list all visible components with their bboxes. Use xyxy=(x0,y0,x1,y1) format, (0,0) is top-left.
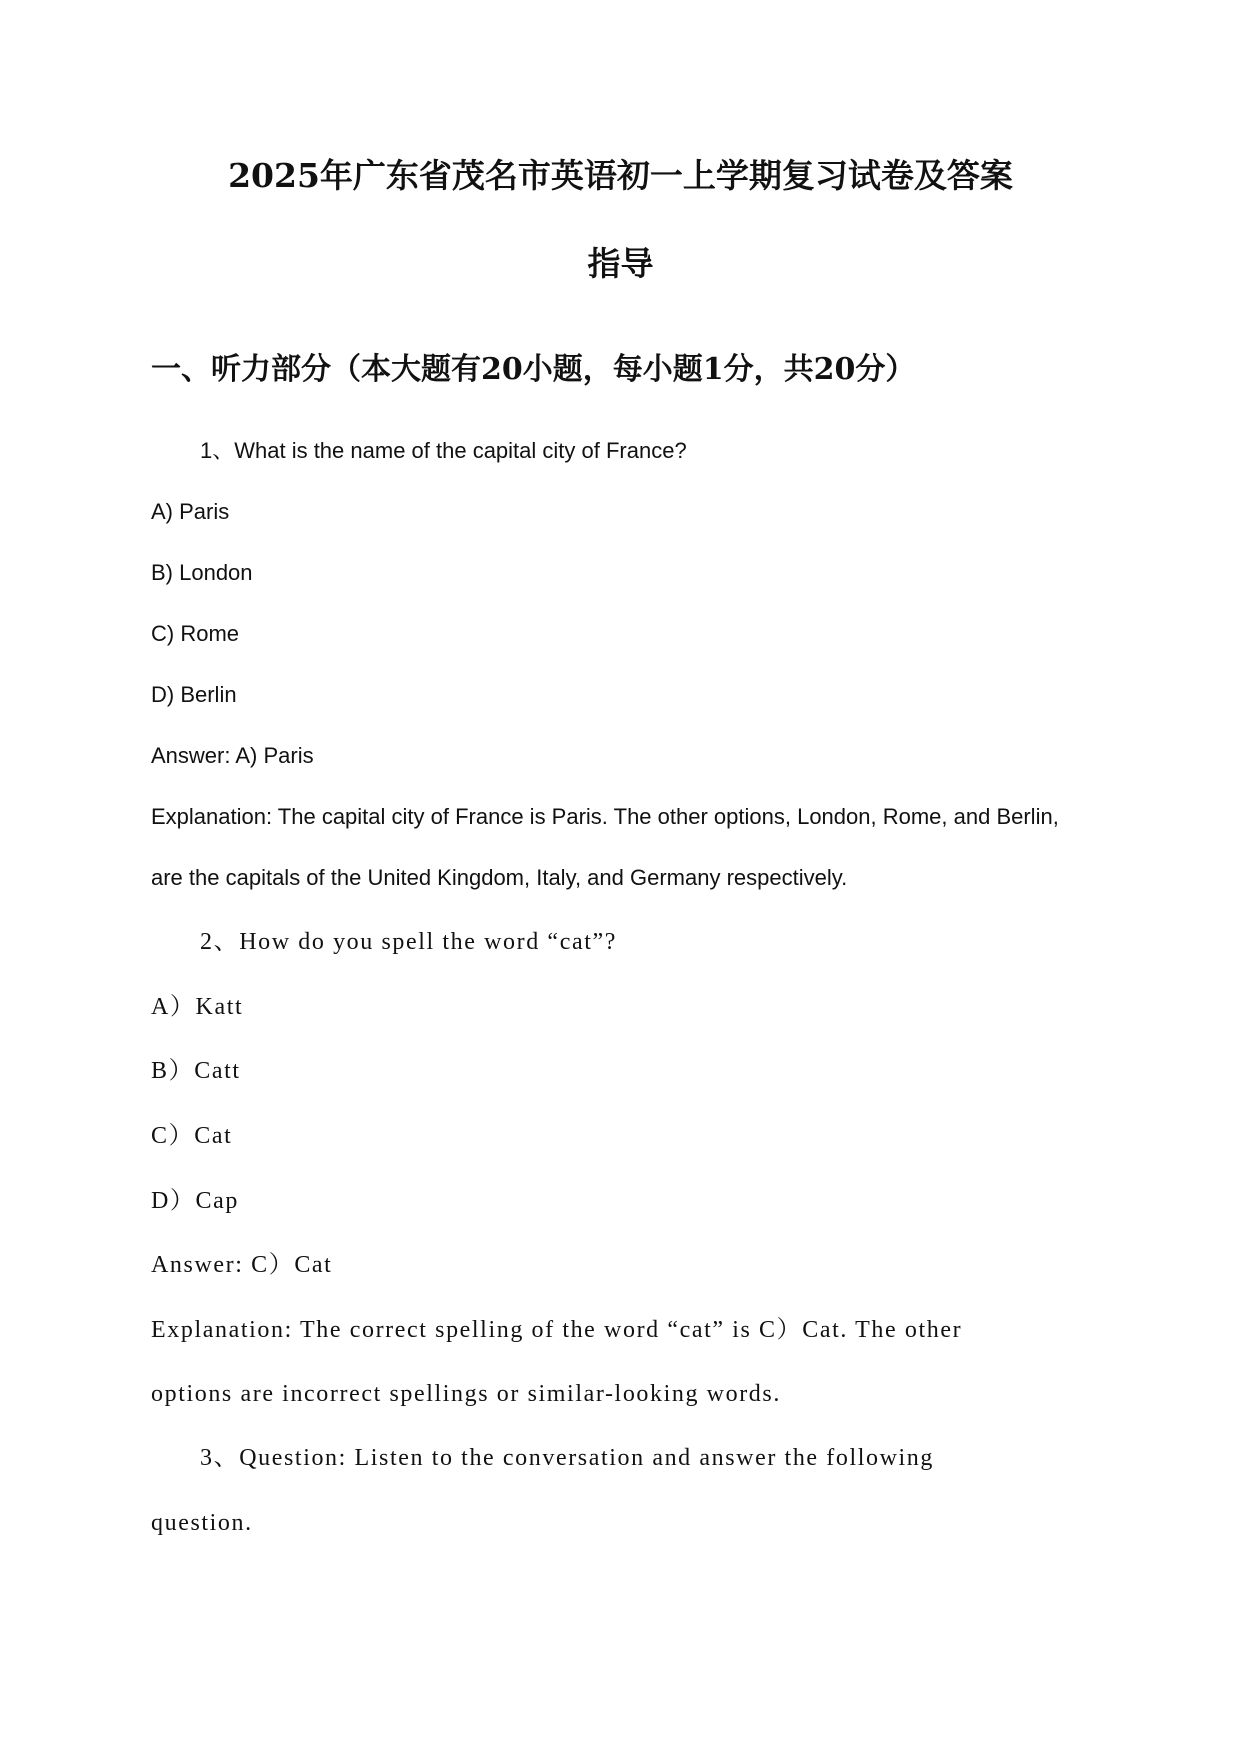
question-1-explanation-line1: Explanation: The capital city of France is Paris. The other options, London, Rome, and Berlin, xyxy=(151,804,1059,829)
question-2-explanation-line1: Explanation: The correct spelling of the word “cat” is C）Cat. The other xyxy=(151,1317,963,1343)
question-1-option-d: D) Berlin xyxy=(151,682,237,707)
question-2-option-a: A）Katt xyxy=(151,994,244,1020)
question-1-stem: 1、What is the name of the capital city of France? xyxy=(200,438,687,463)
question-2-option-b: B）Catt xyxy=(151,1058,241,1084)
question-1-option-a: A) Paris xyxy=(151,499,230,524)
document-title-line1: 2025年广东省茂名市英语初一上学期复习试卷及答案 xyxy=(228,156,1013,195)
question-2-explanation-line2: options are incorrect spellings or similar-looking words. xyxy=(151,1381,781,1407)
question-1-option-b: B) London xyxy=(151,560,253,585)
question-1-answer: Answer: A) Paris xyxy=(151,743,314,768)
question-2-option-c: C）Cat xyxy=(151,1123,233,1149)
question-3-stem-line1: 3、Question: Listen to the conversation and answer the following xyxy=(200,1445,934,1471)
section-heading-listening: 一、听力部分（本大题有20小题，每小题1分，共20分） xyxy=(151,352,916,387)
question-2-answer: Answer: C）Cat xyxy=(151,1252,333,1278)
question-1-explanation-line2: are the capitals of the United Kingdom, Italy, and Germany respectively. xyxy=(151,865,848,890)
document-title-line2: 指导 xyxy=(587,244,654,283)
question-2-stem: 2、How do you spell the word “cat”? xyxy=(200,929,617,955)
question-1-option-c: C) Rome xyxy=(151,621,240,646)
question-3-stem-line2: question. xyxy=(151,1510,253,1536)
question-2-option-d: D）Cap xyxy=(151,1188,239,1214)
